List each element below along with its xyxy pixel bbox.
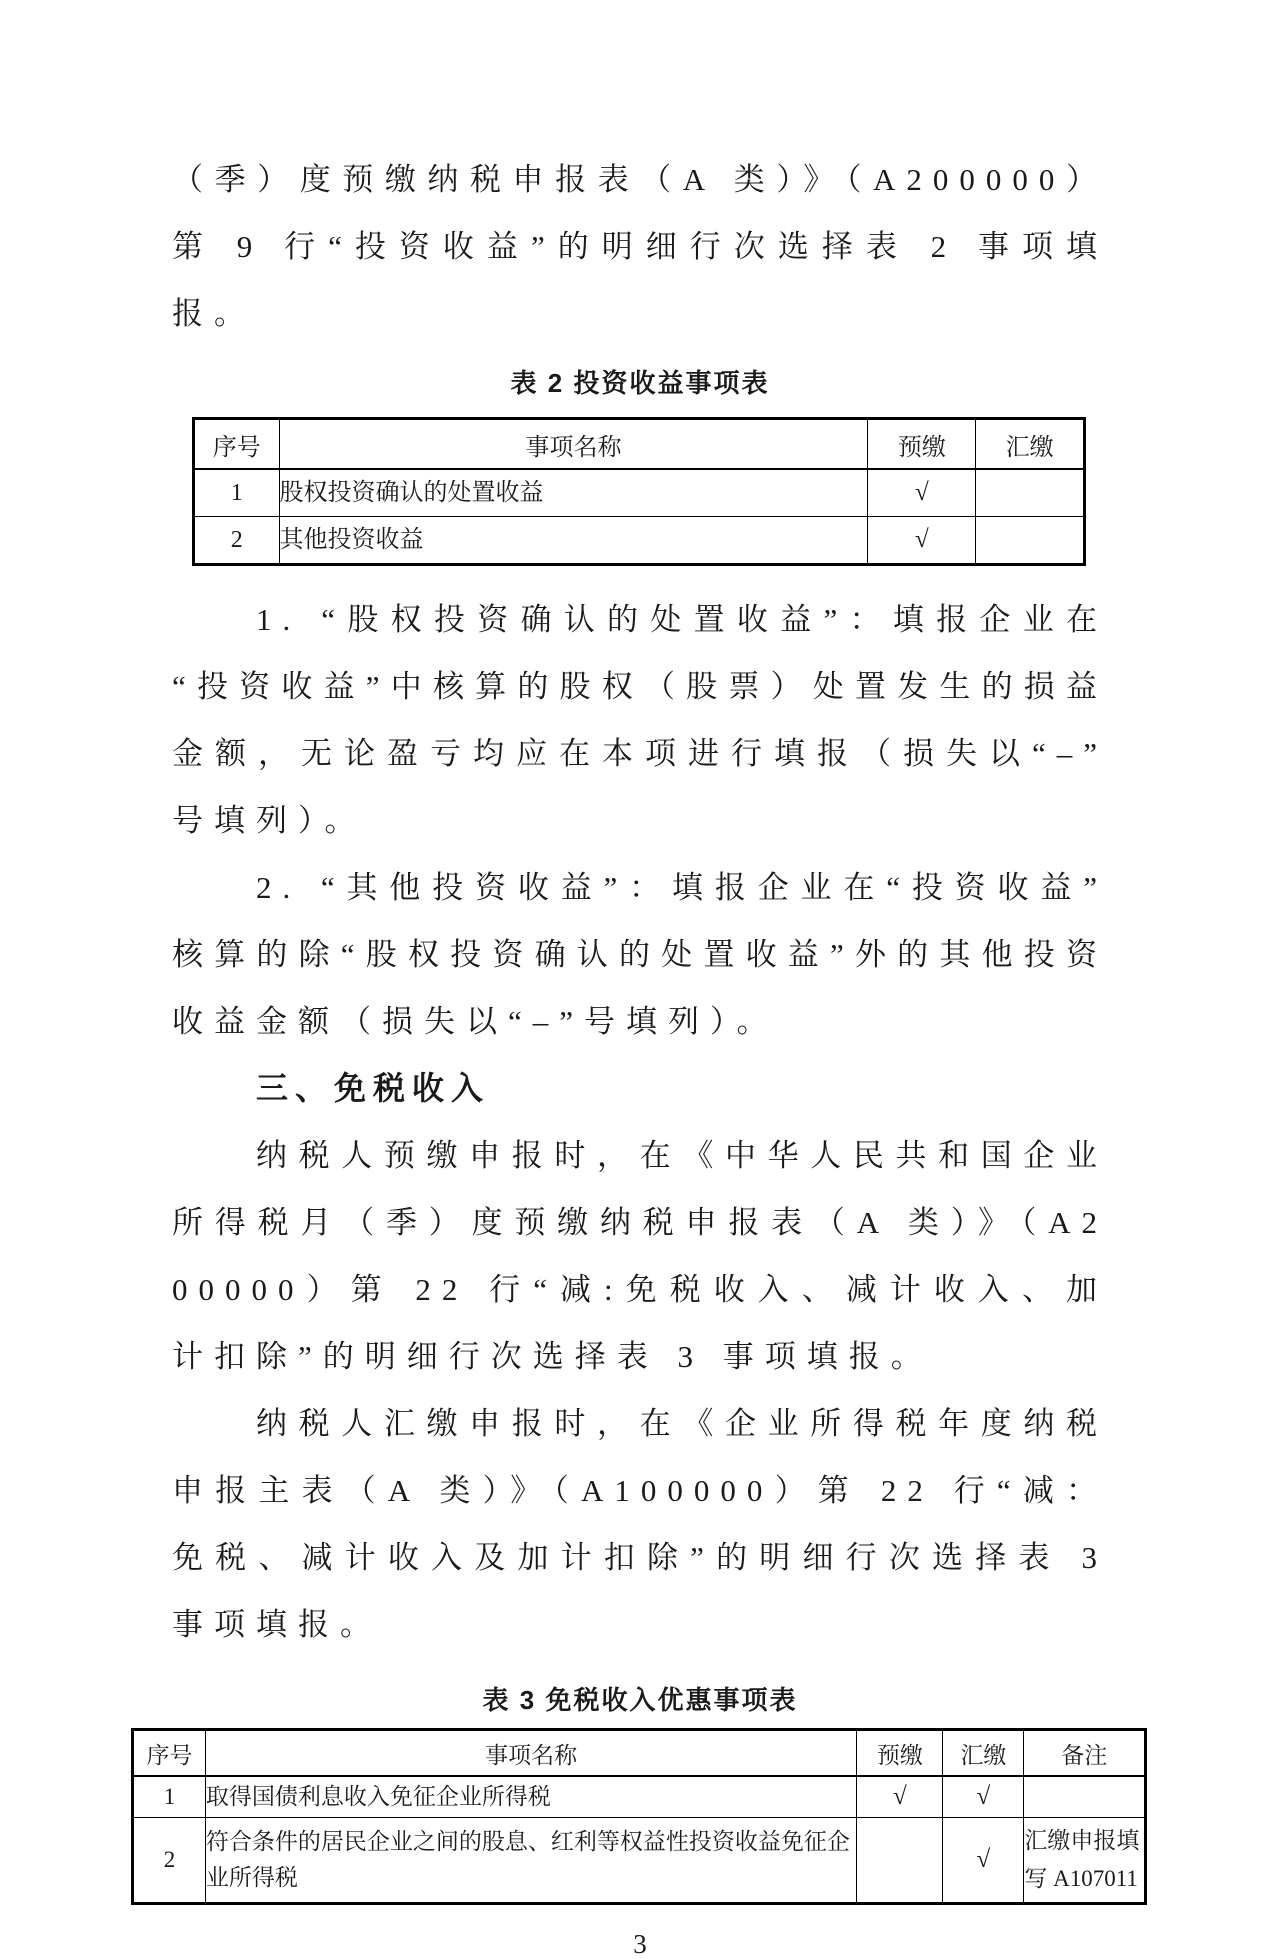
section-heading-tax-free-income: 三、免税收入	[256, 1070, 491, 1106]
table2-investment-income	[192, 417, 1086, 566]
note-paragraph-2: 2. “其他投资收益”：填报企业在“投资收益”核算的除“股权投资确认的处置收益”外的其他投资收益金额（损失以“–”号填列）。	[172, 870, 1108, 1039]
paragraph-settlement-filing: 纳税人汇缴申报时，在《企业所得税年度纳税申报主表（A 类）》（A100000）第 22 行“减：免税、减计收入及加计扣除”的明细行次选择表 3 事项填报。	[172, 1406, 1108, 1642]
table2-header-prepay: 预缴	[868, 419, 976, 470]
table3-header-no: 序号	[133, 1730, 206, 1777]
table2-header-settle: 汇缴	[976, 419, 1085, 470]
table2-row2-name: 其他投资收益	[279, 517, 868, 565]
table2-header-row	[194, 419, 1085, 470]
table3-row-2	[133, 1818, 1146, 1904]
table2-row-1	[194, 469, 1085, 517]
table3-row1-no: 1	[133, 1776, 206, 1818]
table2-row-2	[194, 517, 1085, 565]
table3-row1-prepay-checkmark: √	[857, 1776, 943, 1818]
table2-row1-no: 1	[194, 469, 280, 517]
table3-row1-name: 取得国债利息收入免征企业所得税	[205, 1776, 856, 1818]
table3-header-row	[133, 1730, 1146, 1777]
note-paragraph-1: 1. “股权投资确认的处置收益”：填报企业在“投资收益”中核算的股权（股票）处置发生的损益金额，无论盈亏均应在本项进行填报（损失以“–”号填列）。	[172, 602, 1108, 838]
table2-row1-prepay-checkmark: √	[868, 469, 976, 517]
table3-header-remark: 备注	[1024, 1730, 1146, 1777]
table2-header-name: 事项名称	[279, 419, 868, 470]
table3-row2-settle-checkmark: √	[943, 1818, 1024, 1904]
paragraph-prepay-filing: 纳税人预缴申报时，在《中华人民共和国企业所得税月（季）度预缴纳税申报表（A 类）》（A200000）第 22 行“减:免税收入、减计收入、加计扣除”的明细行次选择表 3 事项填报。	[172, 1138, 1108, 1374]
table3-row1-settle-checkmark: √	[943, 1776, 1024, 1818]
table3-row2-remark: 汇缴申报填写 A107011	[1024, 1818, 1146, 1904]
intro-paragraph: （季）度预缴纳税申报表（A 类）》（A200000）第 9 行“投资收益”的明细行次选择表 2 事项填报。	[172, 162, 1108, 331]
table3-tax-free-income-items	[131, 1728, 1147, 1905]
table3-row2-name: 符合条件的居民企业之间的股息、红利等权益性投资收益免征企业所得税	[205, 1818, 856, 1904]
table3-caption: 表 3 免税收入优惠事项表	[482, 1685, 798, 1715]
table2-row2-no: 2	[194, 517, 280, 565]
table3-row2-no: 2	[133, 1818, 206, 1904]
table3-header-name: 事项名称	[205, 1730, 856, 1777]
table2-caption: 表 2 投资收益事项表	[510, 368, 770, 398]
table3-header-prepay: 预缴	[857, 1730, 943, 1777]
table2-row2-settle	[976, 517, 1085, 565]
table3-row2-prepay	[857, 1818, 943, 1904]
table3-header-settle: 汇缴	[943, 1730, 1024, 1777]
table2-row1-settle	[976, 469, 1085, 517]
table3-row1-remark	[1024, 1776, 1146, 1818]
table3-row-1	[133, 1776, 1146, 1818]
table2-row2-prepay-checkmark: √	[868, 517, 976, 565]
table2-row1-name: 股权投资确认的处置收益	[279, 469, 868, 517]
table2-header-no: 序号	[194, 419, 280, 470]
page-number: 3	[633, 1929, 647, 1959]
